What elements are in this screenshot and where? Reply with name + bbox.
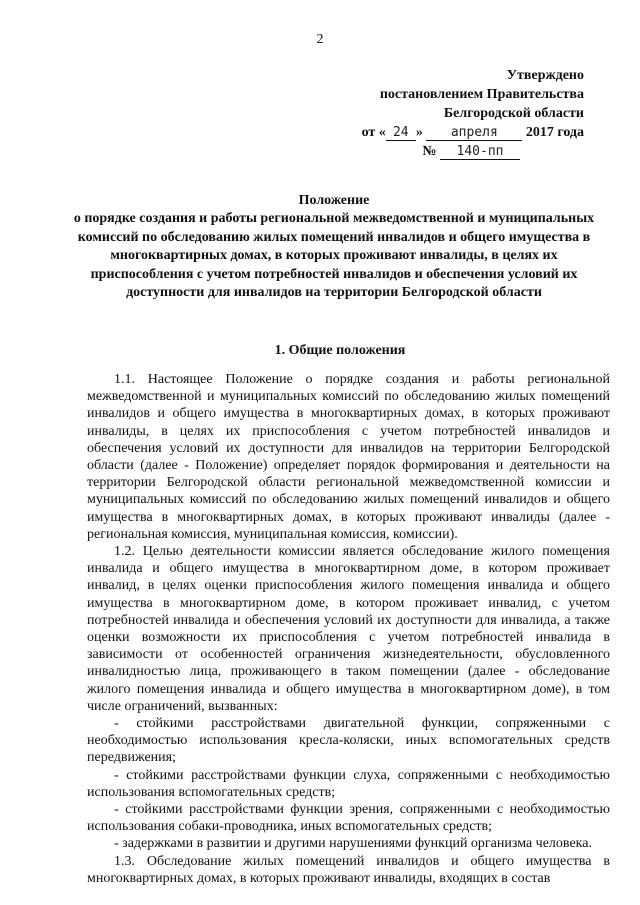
list-item-hearing: - стойкими расстройствами функции слуха, сопряженными с необходимостью использования вспомогательных средств; — [87, 767, 610, 800]
date-month-handwritten: апреля — [426, 125, 522, 141]
list-item-development: - задержками в развитии и другими нарушениями функций организма человека. — [114, 836, 592, 852]
paragraph-1-2: 1.2. Целью деятельности комиссии является обследование жилого помещения инвалида и общего имущества в многоквартирном доме, в котором проживает инвалид, в целях оценки приспособления жилого помещения инвалида и общего имущества в многоквартирном доме, в котором проживает инвалид, с учетом потребностей инвалида и обеспечения условий их доступности для инвалида, а также оценки возможности их приспособления с учетом потребностей инвалида в зависимости от особенностей ограничения жизнедеятельности, обусловленного инвалидностью лица, проживающего в таком помещении (далее - обследование жилого помещения инвалида и общего имущества в многоквартирном доме), в том числе ограничений, вызванных: — [87, 544, 610, 714]
approval-number — [362, 142, 520, 161]
approval-block — [362, 66, 584, 161]
title-heading: Положение — [298, 193, 370, 208]
number-handwritten: 140-пп — [440, 144, 520, 160]
paragraph-1-1: 1.1. Настоящее Положение о порядке создания и работы региональной межведомственной и муниципальных комиссий по обследованию жилых помещений инвалидов и общего имущества в многоквартирных домах, в которых проживают инвалиды, в целях их приспособления с учетом потребностей инвалидов и обеспечения условий их доступности для инвалидов на территории Белгородской области (далее - Положение) определяет порядок формирования и деятельности на территории Белгородской области региональной межведомственной комиссии и муниципальных комиссий по обследованию жилых помещений инвалидов и общего имущества в многоквартирных домах, в которых проживают инвалиды (далее - региональная комиссия, муниципальная комиссия, комиссии). — [87, 372, 610, 542]
approval-line-resolution: постановлением Правительства — [379, 87, 584, 102]
page-number: 2 — [316, 32, 324, 47]
date-prefix: от « — [361, 125, 386, 140]
list-item-vision: - стойкими расстройствами функции зрения, сопряженными с необходимостью использования собаки-проводника, иных вспомогательных средств; — [87, 802, 610, 835]
date-day-handwritten: 24 — [386, 125, 416, 141]
date-year: 2017 года — [525, 125, 584, 140]
list-item-motor: - стойкими расстройствами двигательной функции, сопряженными с необходимостью использования кресла-коляски, иных вспомогательных средств передвижения; — [87, 716, 610, 766]
document-title — [70, 192, 598, 302]
title-text: о порядке создания и работы региональной межведомственной и муниципальных комиссий по обследованию жилых помещений инвалидов и общего имущества в многоквартирных домах, в которых проживают инвалиды, в целях их приспособления с учетом потребностей инвалидов и обеспечения условий их доступности для инвалидов на территории Белгородской области — [73, 211, 595, 301]
paragraph-1-3: 1.3. Обследование жилых помещений инвалидов и общего имущества в многоквартирных домах, в которых проживают инвалиды, входящих в состав — [87, 853, 610, 886]
date-mid: » — [415, 125, 423, 140]
approval-line-region: Белгородской области — [443, 106, 584, 121]
approval-line-approved: Утверждено — [506, 68, 584, 83]
section-heading: 1. Общие положения — [274, 343, 406, 358]
number-sign: № — [422, 144, 437, 159]
approval-date — [362, 123, 584, 142]
section-body — [87, 371, 610, 887]
